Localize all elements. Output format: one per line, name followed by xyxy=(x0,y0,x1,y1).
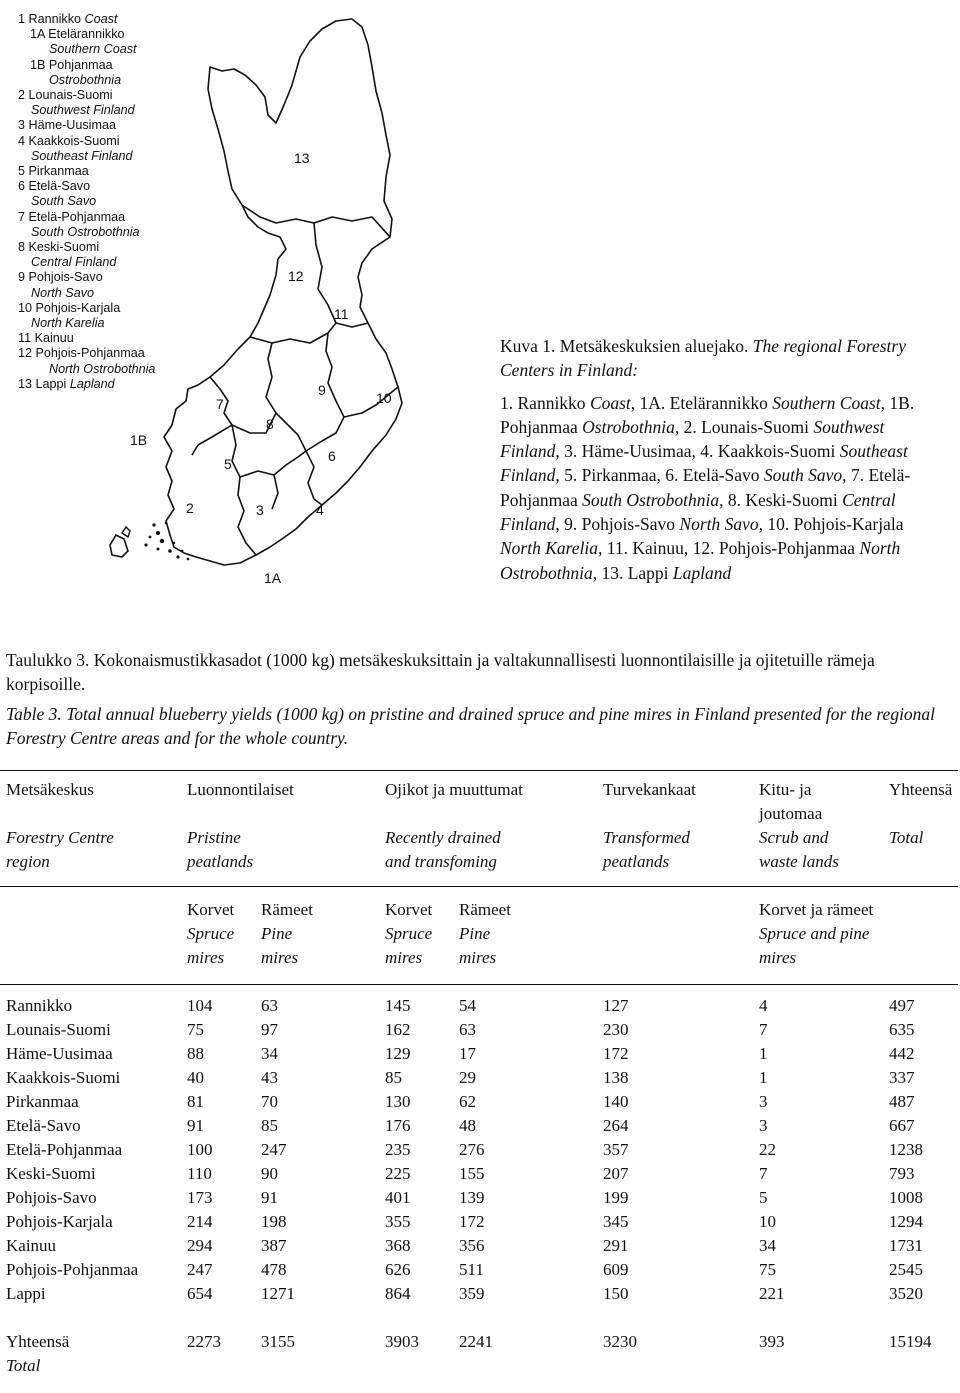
table-cell: 90 xyxy=(261,1164,278,1183)
finland-outline xyxy=(164,19,402,565)
column-header: Total xyxy=(889,828,924,847)
map-label-9: 9 xyxy=(318,382,326,398)
table-cell: 162 xyxy=(385,1020,411,1039)
caption-text: Ostrobothnia, xyxy=(582,416,680,437)
sub-header: Korvet ja rämeet xyxy=(759,900,874,919)
column-header: Pristine xyxy=(187,828,241,847)
table-cell: 127 xyxy=(603,996,629,1015)
legend-item-fi: 4 Kaakkois-Suomi xyxy=(18,133,120,148)
caption-text: , 5. Pirkanmaa, 6. Etelä-Savo xyxy=(555,465,764,486)
table-cell: 511 xyxy=(459,1260,484,1279)
legend-item-fi: 12 Pohjois-Pohjanmaa xyxy=(18,346,145,361)
caption-text: Pohjanmaa xyxy=(500,489,583,510)
caption-text: 2. Lounais-Suomi xyxy=(679,416,814,437)
sub-header: Korvet xyxy=(385,900,433,919)
sub-header: mires xyxy=(385,948,423,967)
table-cell: 63 xyxy=(261,996,278,1015)
caption-text: Ostrobothnia xyxy=(500,562,593,583)
caption-text: Finland xyxy=(500,441,556,462)
caption-text: Southeast xyxy=(839,441,908,462)
map-label-8: 8 xyxy=(266,416,274,432)
table-cell: 635 xyxy=(889,1020,915,1039)
table-cell: 91 xyxy=(261,1188,278,1207)
table-cell: 247 xyxy=(187,1260,213,1279)
table-cell: 230 xyxy=(603,1020,629,1039)
table-cell: 48 xyxy=(459,1116,476,1135)
table-cell: 355 xyxy=(385,1212,411,1231)
table-cell: 138 xyxy=(603,1068,629,1087)
map-label-6: 6 xyxy=(328,448,336,464)
table-cell: 247 xyxy=(261,1140,287,1159)
row-label: Häme-Uusimaa xyxy=(6,1044,113,1063)
caption-text: South Savo, xyxy=(763,465,847,486)
map-label-5: 5 xyxy=(224,456,232,472)
table-cell: 85 xyxy=(385,1068,402,1087)
column-header: Turvekankaat xyxy=(603,780,696,799)
table-cell: 172 xyxy=(459,1212,485,1231)
row-label: Pohjois-Pohjanmaa xyxy=(6,1260,139,1279)
archipelago-islands xyxy=(144,522,189,561)
table-cell: 3520 xyxy=(889,1284,923,1303)
row-label: Etelä-Savo xyxy=(6,1116,81,1135)
map-label-4: 4 xyxy=(316,502,324,518)
map-label-3: 3 xyxy=(256,502,264,518)
sub-header: mires xyxy=(187,948,225,967)
legend-item-fi: 11 Kainuu xyxy=(18,331,74,346)
table-cell: 17 xyxy=(459,1044,476,1063)
table-cell: 225 xyxy=(385,1164,411,1183)
table-cell: 442 xyxy=(889,1044,915,1063)
column-header: Kitu- ja xyxy=(759,780,812,799)
table-cell: 793 xyxy=(889,1164,915,1183)
table-cell: 85 xyxy=(261,1116,278,1135)
legend-item-en: North Ostrobothnia xyxy=(49,361,156,376)
sub-header: mires xyxy=(759,948,797,967)
caption-text: Lapland xyxy=(672,562,732,583)
table-cell: 1238 xyxy=(889,1140,923,1159)
sub-header: Spruce and pine xyxy=(759,924,870,943)
legend-item-fi: 9 Pohjois-Savo xyxy=(18,270,103,285)
map-svg xyxy=(100,5,430,595)
row-label: Pirkanmaa xyxy=(6,1092,79,1111)
table-cell: 291 xyxy=(603,1236,629,1255)
table-cell: 667 xyxy=(889,1116,915,1135)
table-cell: 368 xyxy=(385,1236,411,1255)
legend-item-fi: 2 Lounais-Suomi xyxy=(18,88,113,103)
table-cell: 1008 xyxy=(889,1188,923,1207)
table-cell: 97 xyxy=(261,1020,278,1039)
total-cell: 2241 xyxy=(459,1332,493,1351)
map-label-7: 7 xyxy=(216,396,224,412)
table-cell: 864 xyxy=(385,1284,411,1303)
row-label: Lounais-Suomi xyxy=(6,1020,111,1039)
table-cell: 145 xyxy=(385,996,411,1015)
table-cell: 3 xyxy=(759,1092,768,1111)
table-cell: 40 xyxy=(187,1068,204,1087)
caption-text: Southwest xyxy=(813,416,885,437)
table-cell: 1 xyxy=(759,1044,768,1063)
row-label: Rannikko xyxy=(6,996,73,1015)
table-cell: 62 xyxy=(459,1092,476,1111)
table-cell: 345 xyxy=(603,1212,629,1231)
column-header: waste lands xyxy=(759,852,839,871)
legend-item-en: Central Finland xyxy=(31,255,117,270)
row-label: Keski-Suomi xyxy=(6,1164,96,1183)
row-label: Pohjois-Karjala xyxy=(6,1212,113,1231)
caption-text: 8. Keski-Suomi xyxy=(723,489,843,510)
table-cell: 1731 xyxy=(889,1236,923,1255)
table-cell: 75 xyxy=(759,1260,776,1279)
caption-text: Pohjanmaa xyxy=(500,416,583,437)
table-cell: 54 xyxy=(459,996,476,1015)
table-cell: 110 xyxy=(187,1164,212,1183)
legend-item-fi: 8 Keski-Suomi xyxy=(18,240,100,255)
sub-header: Rämeet xyxy=(261,900,313,919)
table-cell: 2545 xyxy=(889,1260,923,1279)
table-title-fi: Taulukko 3. Kokonaismustikkasadot (1000 kg) metsäkeskuksittain ja valtakunnallisesti luonnontilaisille ja ojitetuille rämeja korpisoille. xyxy=(6,650,875,695)
legend-item-fi: 1 Rannikko xyxy=(18,12,82,26)
legend-item-fi: 7 Etelä-Pohjanmaa xyxy=(18,209,126,224)
table-cell: 140 xyxy=(603,1092,629,1111)
table-cell: 88 xyxy=(187,1044,204,1063)
table-cell: 7 xyxy=(759,1020,768,1039)
column-header: region xyxy=(6,852,50,871)
caption-text: , 9. Pohjois-Savo xyxy=(555,514,680,535)
legend-item-en: Southern Coast xyxy=(49,42,137,57)
row-label: Lappi xyxy=(6,1284,46,1303)
map-label-13: 13 xyxy=(294,150,310,166)
table-cell: 207 xyxy=(603,1164,629,1183)
table-cell: 63 xyxy=(459,1020,476,1039)
table-subheader-rule xyxy=(0,984,958,985)
row-label: Pohjois-Savo xyxy=(6,1188,97,1207)
caption-text: , 1A. Etelärannikko xyxy=(630,392,773,413)
map-label-2: 2 xyxy=(186,500,194,516)
total-cell: 15194 xyxy=(889,1332,932,1351)
table-cell: 337 xyxy=(889,1068,915,1087)
table-cell: 626 xyxy=(385,1260,411,1279)
table-cell: 10 xyxy=(759,1212,776,1231)
table-cell: 199 xyxy=(603,1188,629,1207)
table-cell: 235 xyxy=(385,1140,411,1159)
caption-fi: Kuva 1. Metsäkeskuksien aluejako. xyxy=(500,336,753,356)
column-header: and transfoming xyxy=(385,852,497,871)
map-label-1a: 1A xyxy=(264,570,282,586)
total-label-en: Total xyxy=(6,1356,41,1375)
table-cell: 497 xyxy=(889,996,915,1015)
table-cell: 264 xyxy=(603,1116,629,1135)
column-header: peatlands xyxy=(187,852,254,871)
table-cell: 100 xyxy=(187,1140,213,1159)
table-title-en: Table 3. Total annual blueberry yields (1000 kg) on pristine and drained spruce and pine mires in Finland presented for the regional Forestry Centre areas and for the whole country. xyxy=(6,703,936,748)
legend-item-en: Southeast Finland xyxy=(31,148,133,163)
legend-item-en: South Savo xyxy=(31,194,97,209)
table-cell: 139 xyxy=(459,1188,485,1207)
legend-item-fi: 1A Etelärannikko xyxy=(30,27,125,42)
caption-text: Coast xyxy=(589,392,631,413)
map-label-12: 12 xyxy=(288,268,304,284)
table-cell: 173 xyxy=(187,1188,213,1207)
legend-item-en: North Savo xyxy=(31,285,94,300)
sub-header: Rämeet xyxy=(459,900,511,919)
finland-region-map xyxy=(100,5,430,595)
caption-text: Finland xyxy=(500,514,556,535)
table-cell: 357 xyxy=(603,1140,629,1159)
caption-text: Central xyxy=(842,489,896,510)
column-header: Forestry Centre xyxy=(6,828,114,847)
legend-item-fi: 5 Pirkanmaa xyxy=(18,164,89,179)
sub-header: mires xyxy=(261,948,299,967)
column-header: peatlands xyxy=(603,852,670,871)
table-cell: 3 xyxy=(759,1116,768,1135)
row-label: Kainuu xyxy=(6,1236,57,1255)
sub-header: Pine xyxy=(459,924,491,943)
total-cell: 393 xyxy=(759,1332,785,1351)
total-cell: 3230 xyxy=(603,1332,637,1351)
caption-text: 7. Etelä- xyxy=(846,465,911,486)
caption-text: North Karelia, xyxy=(500,538,603,559)
table-title xyxy=(6,648,958,755)
row-label: Etelä-Pohjanmaa xyxy=(6,1140,123,1159)
caption-text: 10. Pohjois-Karjala xyxy=(763,514,904,535)
table-cell: 81 xyxy=(187,1092,204,1111)
total-cell: 3155 xyxy=(261,1332,295,1351)
legend-item-en: Ostrobothnia xyxy=(49,72,122,87)
table-cell: 359 xyxy=(459,1284,485,1303)
caption-text: , 3. Häme-Uusimaa, 4. Kaakkois-Suomi xyxy=(555,441,840,462)
column-header: Transformed xyxy=(603,828,690,847)
table-cell: 4 xyxy=(759,996,768,1015)
caption-text: 1. Rannikko xyxy=(500,392,590,413)
legend-item-en: North Karelia xyxy=(31,316,105,331)
legend-item-fi: 6 Etelä-Savo xyxy=(18,179,91,194)
table-cell: 487 xyxy=(889,1092,915,1111)
table-cell: 150 xyxy=(603,1284,629,1303)
table-cell: 91 xyxy=(187,1116,204,1135)
caption-text: 11. Kainuu, 12. Pohjois-Pohjanmaa xyxy=(602,538,860,559)
sub-header: Pine xyxy=(261,924,293,943)
legend-item-fi: 3 Häme-Uusimaa xyxy=(18,118,116,133)
column-header: Luonnontilaiset xyxy=(187,780,294,799)
table-header-rule xyxy=(0,886,958,887)
table-cell: 654 xyxy=(187,1284,213,1303)
sub-header: Spruce xyxy=(385,924,433,943)
figure-caption xyxy=(500,334,960,585)
table-cell: 401 xyxy=(385,1188,411,1207)
legend-item-fi: 13 Lappi xyxy=(18,376,67,391)
caption-text: , 13. Lappi xyxy=(592,562,673,583)
aland-islands xyxy=(110,535,128,557)
column-header: Ojikot ja muuttumat xyxy=(385,780,523,799)
table-cell: 294 xyxy=(187,1236,213,1255)
table-cell: 609 xyxy=(603,1260,629,1279)
table-cell: 1271 xyxy=(261,1284,295,1303)
total-label: Yhteensä xyxy=(6,1332,70,1351)
total-cell: 3903 xyxy=(385,1332,419,1351)
caption-text: Finland xyxy=(500,465,556,486)
table-top-rule xyxy=(0,770,958,771)
legend-item-fi: 10 Pohjois-Karjala xyxy=(18,300,121,315)
table-cell: 34 xyxy=(261,1044,278,1063)
table-cell: 1294 xyxy=(889,1212,923,1231)
table-cell: 75 xyxy=(187,1020,204,1039)
table-cell: 214 xyxy=(187,1212,213,1231)
map-label-10: 10 xyxy=(376,390,392,406)
caption-text: South Ostrobothnia, xyxy=(582,489,724,510)
column-header: Yhteensä xyxy=(889,780,953,799)
column-header: Recently drained xyxy=(385,828,501,847)
table-cell: 198 xyxy=(261,1212,287,1231)
table-cell: 356 xyxy=(459,1236,485,1255)
legend-item-en: South Ostrobothnia xyxy=(31,224,140,239)
legend-item-en: Coast xyxy=(84,12,118,26)
table-cell: 29 xyxy=(459,1068,476,1087)
legend-item-fi: 1B Pohjanmaa xyxy=(30,57,113,72)
column-header: Metsäkeskus xyxy=(6,780,94,799)
legend-item-en: Southwest Finland xyxy=(31,103,135,118)
map-label-1b: 1B xyxy=(130,432,148,448)
sub-header: mires xyxy=(459,948,497,967)
caption-en: The regional Forestry xyxy=(752,336,906,356)
column-header: joutomaa xyxy=(759,804,823,823)
caption-en-2: Centers in Finland: xyxy=(500,360,639,381)
table-cell: 221 xyxy=(759,1284,785,1303)
table-cell: 478 xyxy=(261,1260,287,1279)
table-cell: 1 xyxy=(759,1068,768,1087)
sub-header: Korvet xyxy=(187,900,235,919)
table-cell: 172 xyxy=(603,1044,629,1063)
table-cell: 43 xyxy=(261,1068,278,1087)
total-cell: 2273 xyxy=(187,1332,221,1351)
column-header: Scrub and xyxy=(759,828,829,847)
legend-item-en: Lapland xyxy=(69,376,115,391)
table-cell: 70 xyxy=(261,1092,278,1111)
caption-text: North xyxy=(859,538,901,559)
table-cell: 387 xyxy=(261,1236,287,1255)
table-cell: 104 xyxy=(187,996,213,1015)
table-cell: 155 xyxy=(459,1164,485,1183)
caption-text: North Savo, xyxy=(679,514,764,535)
caption-text: , 1B. xyxy=(880,392,915,413)
table-cell: 5 xyxy=(759,1188,768,1207)
table-cell: 130 xyxy=(385,1092,411,1111)
map-label-11: 11 xyxy=(334,306,349,322)
table-cell: 34 xyxy=(759,1236,776,1255)
table-cell: 176 xyxy=(385,1116,411,1135)
sub-header: Spruce xyxy=(187,924,235,943)
row-label: Kaakkois-Suomi xyxy=(6,1068,121,1087)
table-cell: 22 xyxy=(759,1140,776,1159)
table-cell: 276 xyxy=(459,1140,485,1159)
table-cell: 129 xyxy=(385,1044,411,1063)
table-cell: 7 xyxy=(759,1164,768,1183)
caption-text: Southern Coast xyxy=(772,392,881,413)
